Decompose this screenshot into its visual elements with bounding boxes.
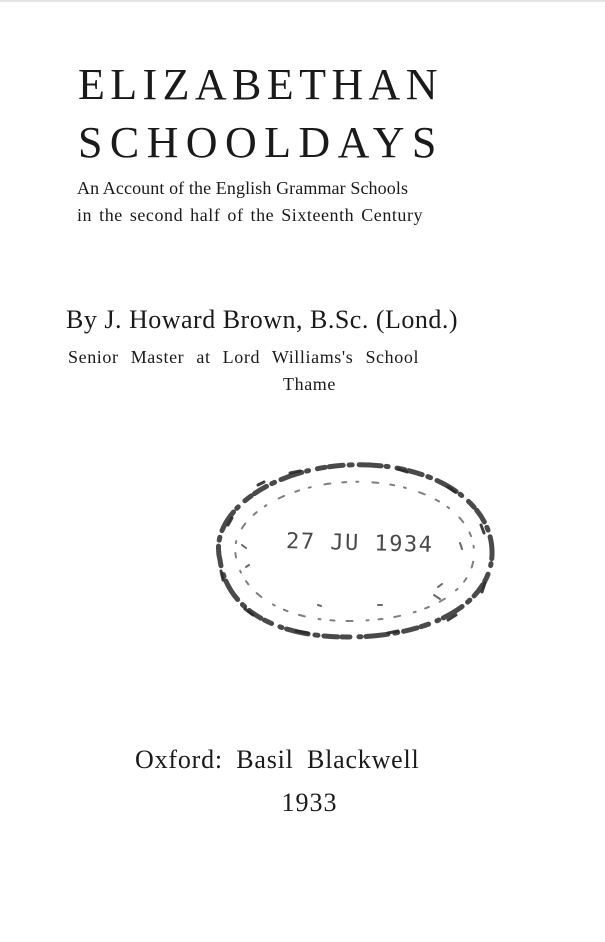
author-byline: By J. Howard Brown, B.Sc. (Lond.) [66,305,459,334]
page-top-edge [0,0,605,2]
publisher-line: Oxford: Basil Blackwell [135,745,420,774]
stamp-date: 27 JU 1934 [285,529,434,558]
publication-year: 1933 [281,788,338,817]
author-place: Thame [283,374,336,394]
subtitle-line-1: An Account of the English Grammar Schools [77,178,409,198]
library-date-stamp [198,455,500,645]
title-line-1: ELIZABETHAN [78,60,443,109]
author-position: Senior Master at Lord Williams's School [68,347,420,367]
subtitle-line-2: in the second half of the Sixteenth Century [77,205,424,225]
title-line-2: SCHOOLDAYS [78,118,444,167]
